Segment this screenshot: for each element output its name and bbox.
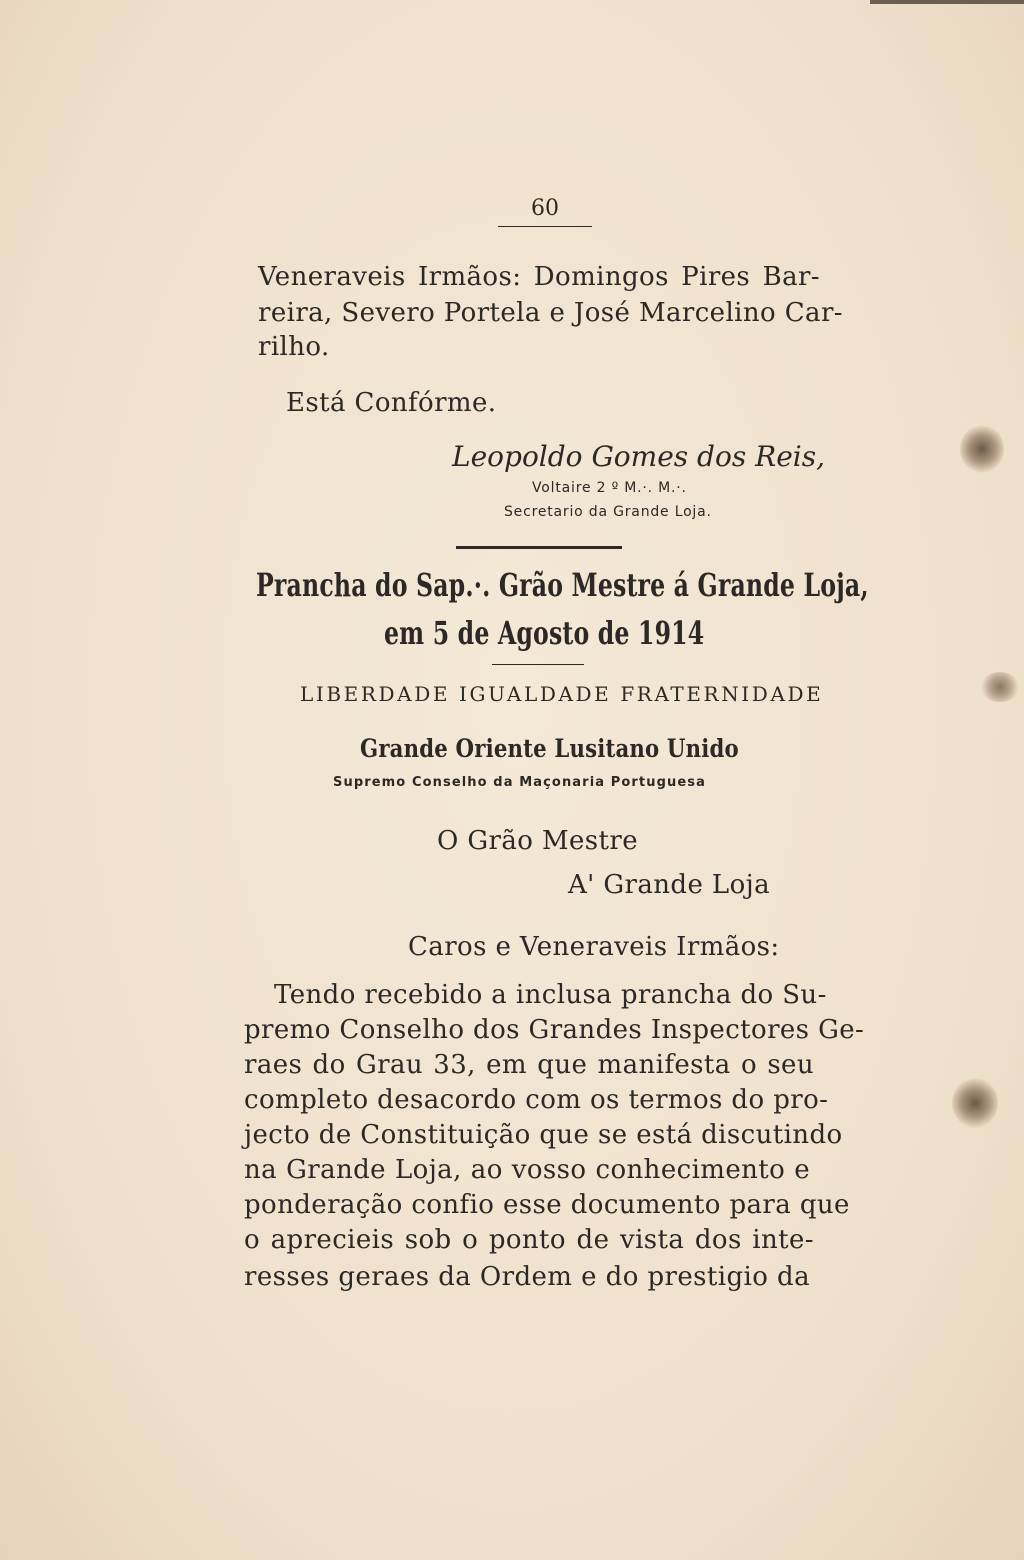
signature-title: Voltaire 2 º M.·. M.·. [532,480,687,496]
letter-from: O Grão Mestre [437,826,639,856]
signature-title: Secretario da Grande Loja. [504,504,712,520]
signature-name: Leopoldo Gomes dos Reis, [452,440,825,473]
orient-title: Grande Oriente Lusitano Unido [360,734,739,763]
letter-to: A' Grande Loja [568,870,771,900]
binding-hole-mark [960,425,1004,473]
motto: LIBERDADE IGUALDADE FRATERNIDADE [300,682,824,706]
text-line: o aprecieis sob o ponto de vista dos inte- [244,1225,814,1255]
text-line: Tendo recebido a inclusa prancha do Su- [274,980,827,1010]
page-number: 60 [531,196,559,221]
text-line: na Grande Loja, ao vosso conhecimento e [244,1155,810,1185]
section-divider [456,546,622,549]
edge-mark [870,0,1024,4]
page-number-rule [498,226,592,227]
text-line: Veneraveis Irmãos: Domingos Pires Bar- [258,262,820,292]
text-line: completo desacordo com os termos do pro- [244,1085,829,1115]
conforme-text: Está Confórme. [286,388,497,418]
text-line: resses geraes da Ordem e do prestigio da [244,1262,810,1292]
text-line: ponderação confio esse documento para que [244,1190,850,1220]
text-line: jecto de Constituição que se está discutindo [244,1120,843,1150]
section-heading: em 5 de Agosto de 1914 [384,614,705,652]
text-line: raes do Grau 33, em que manifesta o seu [244,1050,814,1080]
text-line: premo Conselho dos Grandes Inspectores Ge- [244,1015,865,1045]
text-line: reira, Severo Portela e José Marcelino Car- [258,298,843,328]
heading-rule [492,664,584,665]
salutation: Caros e Veneraveis Irmãos: [408,932,780,962]
supremo-subtitle: Supremo Conselho da Maçonaria Portuguesa [333,775,706,790]
binding-hole-mark [952,1078,998,1128]
text-line: rilho. [258,332,330,362]
binding-hole-mark [980,672,1020,702]
section-heading: Prancha do Sap.·. Grão Mestre á Grande Loja, [256,566,869,604]
